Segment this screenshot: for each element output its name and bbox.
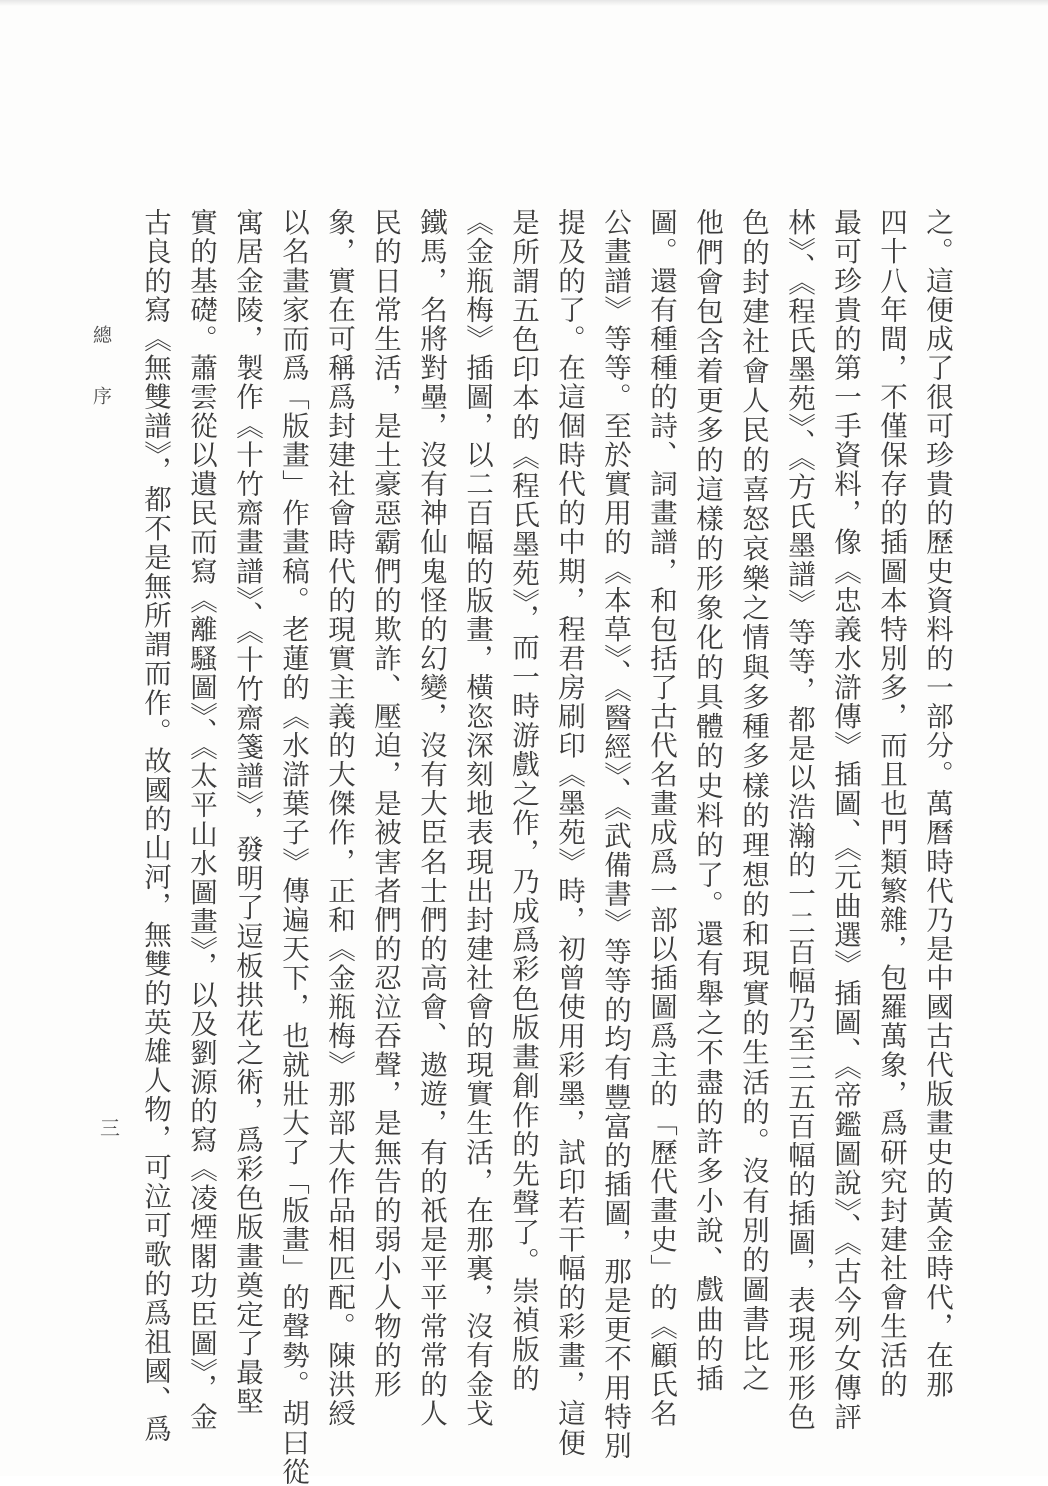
text-column-10: 是所謂五色印本的《程氏墨苑》，而一時游戲之作，乃成爲彩色版畫創作的先聲了。崇禎版的 — [507, 208, 539, 1393]
text-column-14: 象，實在可稱爲封建社會時代的現實主義的大傑作，正和《金瓶梅》那部大作品相匹配。陳洪綬 — [323, 208, 355, 1429]
text-column-16: 寓居金陵，製作《十竹齋畫譜》、《十竹齋箋譜》，發明了逗板拱花之術，爲彩色版畫奠定了最堅 — [231, 208, 263, 1416]
text-column-5: 色的封建社會人民的喜怒哀樂之情與多種多樣的理想的和現實的生活的。沒有別的圖書比之 — [737, 208, 769, 1393]
text-column-1: 之。這便成了很可珍貴的歷史資料的一部分。萬曆時代乃是中國古代版畫史的黃金時代，在那 — [921, 208, 953, 1400]
text-column-11: 《金瓶梅》插圖，以二百幅的版畫，橫恣深刻地表現出封建社會的現實生活，在那裏，沒有金戈 — [461, 208, 493, 1429]
text-column-7: 圖。還有種種的詩、詞畫譜，和包括了古代名畫成爲一部以插圖爲主的「歷代畫史」的《顧氏名 — [645, 208, 677, 1429]
text-column-2: 四十八年間，不僅保存的插圖本特別多，而且也門類繁雜，包羅萬象，爲研究封建社會生活的 — [875, 208, 907, 1400]
text-column-15: 以名畫家而爲「版畫」作畫稿。老蓮的《水滸葉子》傳遍天下，也就壯大了「版畫」的聲勢。胡曰從 — [277, 208, 309, 1486]
page-number: 三 — [100, 1116, 120, 1140]
page-top-edge — [0, 0, 1048, 6]
text-column-8: 公畫譜》等等。至於實用的《本草》、《醫經》、《武備書》等等的均有豐富的插圖，那是更不用特別 — [599, 208, 631, 1461]
text-column-13: 民的日常生活，是土豪惡霸們的欺詐、壓迫，是被害者們的忍泣吞聲，是無告的弱小人物的形 — [369, 208, 401, 1400]
text-column-3: 最可珍貴的第一手資料，像《忠義水滸傳》插圖、《元曲選》插圖、《帝鑑圖說》、《古今列女傳評 — [829, 208, 861, 1432]
text-column-9: 提及的了。在這個時代的中期，程君房刷印《墨苑》時，初曾使用彩墨，試印若干幅的彩畫，這便 — [553, 208, 585, 1458]
text-column-6: 他們會包含着更多的這樣的形象化的具體的史料的了。還有舉之不盡的許多小說、戲曲的插 — [691, 208, 723, 1393]
body-text — [130, 208, 960, 1486]
text-column-18: 古良的寫《無雙譜》，都不是無所謂而作。故國的山河，無雙的英雄人物，可泣可歌的爲祖國、爲 — [139, 208, 171, 1444]
running-head: 總序 — [90, 325, 112, 447]
text-column-12: 鐵馬，名將對壘，沒有神仙鬼怪的幻變，沒有大臣名士們的高會、遨遊，有的祇是平平常常的人 — [415, 208, 447, 1429]
text-column-4: 林》、《程氏墨苑》、《方氏墨譜》等等，都是以浩瀚的一二百幅乃至三五百幅的插圖，表現形形色 — [783, 208, 815, 1432]
text-column-17: 實的基礎。蕭雲從以遺民而寫《離騷圖》、《太平山水圖畫》，以及劉源的寫《凌煙閣功臣圖》，金 — [185, 208, 217, 1432]
